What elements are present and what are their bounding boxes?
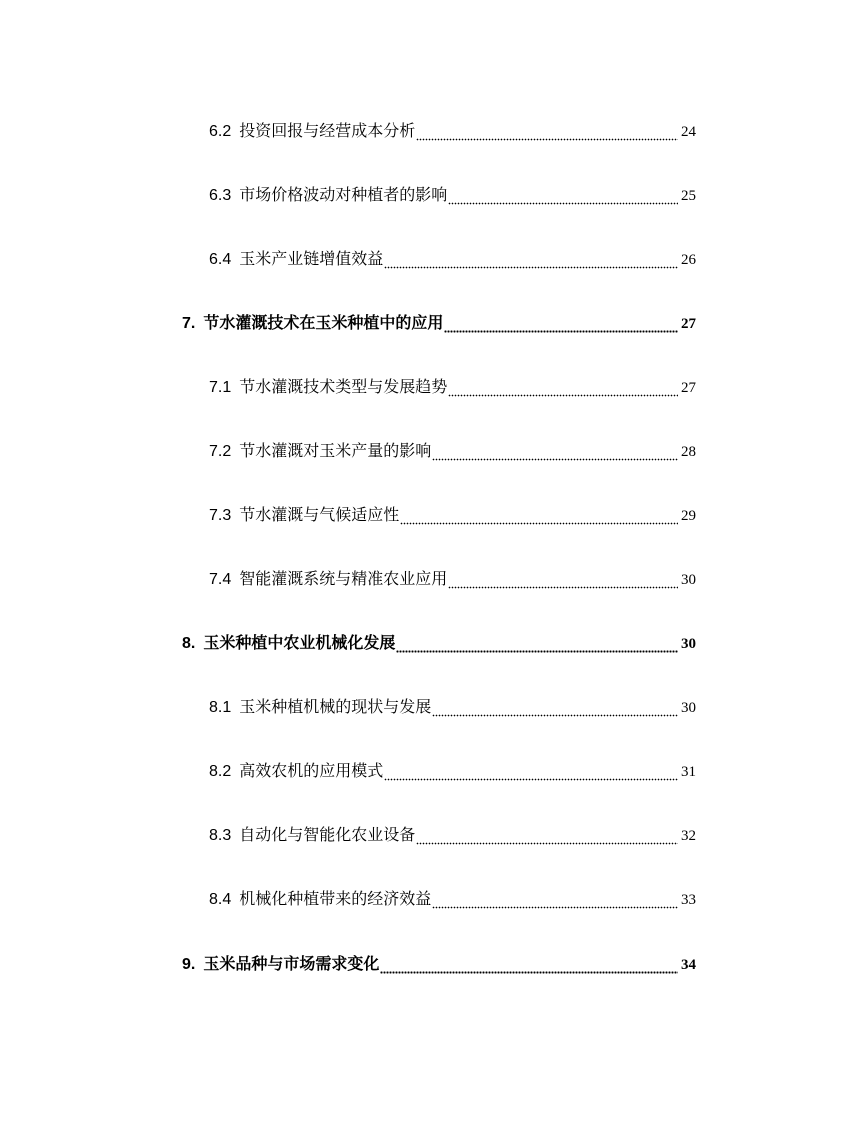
toc-entry-8-2[interactable] [209, 758, 696, 782]
toc-entry-8-3[interactable] [209, 822, 696, 846]
entry-number: 7.3 [209, 507, 232, 524]
dot-leader [448, 570, 678, 590]
entry-title: 节水灌溉技术在玉米种植中的应用 [203, 315, 444, 332]
dot-leader [380, 955, 678, 975]
toc-entry-8-1[interactable] [209, 694, 696, 718]
toc-entry-7-3[interactable] [209, 502, 696, 526]
entry-page-number: 29 [681, 508, 696, 524]
entry-page-number: 30 [681, 636, 696, 652]
entry-title: 机械化种植带来的经济效益 [239, 891, 432, 908]
toc-entry-7-1[interactable] [209, 374, 696, 398]
entry-title: 玉米品种与市场需求变化 [203, 956, 380, 973]
entry-page-number: 26 [681, 252, 696, 268]
entry-number: 8. [182, 635, 196, 652]
entry-title: 玉米产业链增值效益 [239, 251, 384, 268]
entry-page-number: 25 [681, 188, 696, 204]
dot-leader [448, 378, 678, 398]
toc-entry-8-4[interactable] [209, 886, 696, 910]
entry-page-number: 31 [681, 764, 696, 780]
toc-entry-6-2[interactable] [209, 118, 696, 142]
toc-entry-7-4[interactable] [209, 566, 696, 590]
entry-page-number: 28 [681, 444, 696, 460]
dot-leader [416, 122, 678, 142]
entry-title: 自动化与智能化农业设备 [239, 827, 416, 844]
entry-title: 节水灌溉技术类型与发展趋势 [239, 379, 448, 396]
entry-number: 7. [182, 315, 196, 332]
entry-number: 6.3 [209, 187, 232, 204]
entry-title: 玉米种植中农业机械化发展 [203, 635, 396, 652]
toc-entry-6-3[interactable] [209, 182, 696, 206]
dot-leader [400, 506, 678, 526]
entry-title: 玉米种植机械的现状与发展 [239, 699, 432, 716]
entry-title: 投资回报与经营成本分析 [239, 123, 416, 140]
entry-title: 节水灌溉与气候适应性 [239, 507, 400, 524]
entry-title: 高效农机的应用模式 [239, 763, 384, 780]
toc-entry-7[interactable] [182, 310, 696, 334]
dot-leader [416, 826, 678, 846]
dot-leader [432, 442, 678, 462]
dot-leader [444, 314, 678, 334]
toc-entry-7-2[interactable] [209, 438, 696, 462]
entry-number: 7.2 [209, 443, 232, 460]
dot-leader [448, 186, 678, 206]
entry-page-number: 27 [681, 380, 696, 396]
dot-leader [432, 890, 678, 910]
dot-leader [384, 762, 678, 782]
toc-entry-8[interactable] [182, 630, 696, 654]
toc-entry-9[interactable] [182, 951, 696, 975]
entry-page-number: 24 [681, 124, 696, 140]
entry-number: 8.2 [209, 763, 232, 780]
entry-number: 7.1 [209, 379, 232, 396]
entry-page-number: 30 [681, 700, 696, 716]
entry-number: 9. [182, 956, 196, 973]
entry-title: 节水灌溉对玉米产量的影响 [239, 443, 432, 460]
entry-number: 6.2 [209, 123, 232, 140]
toc-entry-6-4[interactable] [209, 246, 696, 270]
dot-leader [396, 634, 678, 654]
entry-number: 8.1 [209, 699, 232, 716]
entry-number: 8.3 [209, 827, 232, 844]
entry-page-number: 33 [681, 892, 696, 908]
entry-page-number: 32 [681, 828, 696, 844]
dot-leader [384, 250, 678, 270]
entry-page-number: 34 [681, 957, 696, 973]
entry-page-number: 30 [681, 572, 696, 588]
entry-number: 8.4 [209, 891, 232, 908]
entry-title: 智能灌溉系统与精准农业应用 [239, 571, 448, 588]
entry-number: 7.4 [209, 571, 232, 588]
entry-page-number: 27 [681, 316, 696, 332]
dot-leader [432, 698, 678, 718]
entry-title: 市场价格波动对种植者的影响 [239, 187, 448, 204]
entry-number: 6.4 [209, 251, 232, 268]
